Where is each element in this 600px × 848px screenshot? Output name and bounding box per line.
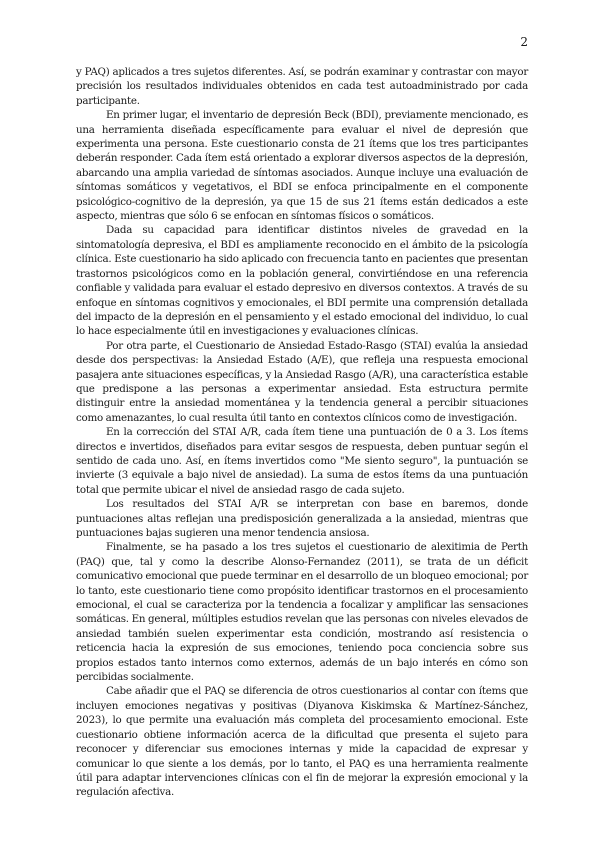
- paragraph-stai-results: Los resultados del STAI A/R se interpretan con base en baremos, donde puntuaciones altas reflejan una predisposición generalizada a la ansiedad, mientras que puntuaciones bajas sugieren una menor tendencia ansiosa.: [76, 498, 528, 539]
- paragraph-bdi-description: En primer lugar, el inventario de depresión Beck (BDI), previamente mencionado, es una herramienta diseñada específicamente para evaluar el nivel de depresión que experimenta una persona. Este cuestionario consta de 21 ítems que los tres participantes deberán responder. Cada ítem está orientado a explorar diversos aspectos de la depresión, abarcando una amplia variedad de síntomas asociados. Aunque incluye una evaluación de síntomas somáticos y vegetativos, el BDI se enfoca principalmente en el componente psicológico-cognitivo de la depresión, ya que 15 de sus 21 ítems están dedicados a este aspecto, mientras que sólo 6 se enfocan en síntomas físicos o somáticos.: [76, 109, 528, 223]
- paragraph-paq-description: Finalmente, se ha pasado a los tres sujetos el cuestionario de alexitimia de Perth (PAQ) que, tal y como la describe Alonso-Fernandez (2011), se trata de un déficit comunicativo emocional que puede terminar en el desarrollo de un bloqueo emocional; por lo tanto, este cuestionario tiene como propósito identificar trastornos en el procesamiento emocional, el cual se caracteriza por la tendencia a focalizar y amplificar las sensaciones somáticas. En general, múltiples estudios revelan que las personas con niveles elevados de ansiedad también suelen experimentar esta condición, mostrando así resistencia o reticencia hacia la expresión de sus emociones, teniendo poca conciencia sobre sus propios estados tanto internos como externos, además de un bajo interés en cómo son percibidas socialmente.: [76, 541, 528, 684]
- paragraph-bdi-recognition: Dada su capacidad para identificar distintos niveles de gravedad en la sintomatología depresiva, el BDI es ampliamente reconocido en el ámbito de la psicología clínica. Este cuestionario ha sido aplicado con frecuencia tanto en pacientes que presentan trastornos psicológicos como en la población general, convirtiéndose en una referencia confiable y validada para evaluar el estado depresivo en diversos contextos. A través de su enfoque en síntomas cognitivos y emocionales, el BDI permite una comprensión detallada del impacto de la depresión en el pensamiento y el estado emocional del individuo, lo cual lo hace especialmente útil en investigaciones y evaluaciones clínicas.: [76, 224, 528, 338]
- paragraph-intro-continuation: y PAQ) aplicados a tres sujetos diferentes. Así, se podrán examinar y contrastar con mayor precisión los resultados individuales obtenidos en cada test autoadministrado por cada participante.: [76, 66, 528, 107]
- page-number: 2: [520, 35, 528, 49]
- body-text: [76, 65, 528, 800]
- paragraph-paq-differences: Cabe añadir que el PAQ se diferencia de otros cuestionarios al contar con ítems que incluyen emociones negativas y positivas (Diyanova Kiskimska & Martínez-Sánchez, 2023), lo que permite una evaluación más completa del procesamiento emocional. Este cuestionario obtiene información acerca de la dificultad que presenta el sujeto para reconocer y diferenciar sus emociones internas y mide la capacidad de expresar y comunicar lo que siente a los demás, por lo tanto, el PAQ es una herramienta realmente útil para adaptar intervenciones clínicas con el fin de mejorar la expresión emocional y la regulación afectiva.: [76, 685, 528, 799]
- paragraph-stai-scoring: En la corrección del STAI A/R, cada ítem tiene una puntuación de 0 a 3. Los ítems directos e invertidos, diseñados para evitar sesgos de respuesta, deben puntuar según el sentido de cada uno. Así, en ítems invertidos como "Me siento seguro", la puntuación se invierte (3 equivale a bajo nivel de ansiedad). La suma de estos ítems da una puntuación total que permite ubicar el nivel de ansiedad rasgo de cada sujeto.: [76, 426, 528, 496]
- paragraph-stai-description: Por otra parte, el Cuestionario de Ansiedad Estado-Rasgo (STAI) evalúa la ansiedad desde dos perspectivas: la Ansiedad Estado (A/E), que refleja una respuesta emocional pasajera ante situaciones específicas, y la Ansiedad Rasgo (A/R), una característica estable que predispone a las personas a experimentar ansiedad. Esta estructura permite distinguir entre la ansiedad momentánea y la tendencia general a percibir situaciones como amenazantes, lo cual resulta útil tanto en contextos clínicos como de investigación.: [76, 339, 528, 424]
